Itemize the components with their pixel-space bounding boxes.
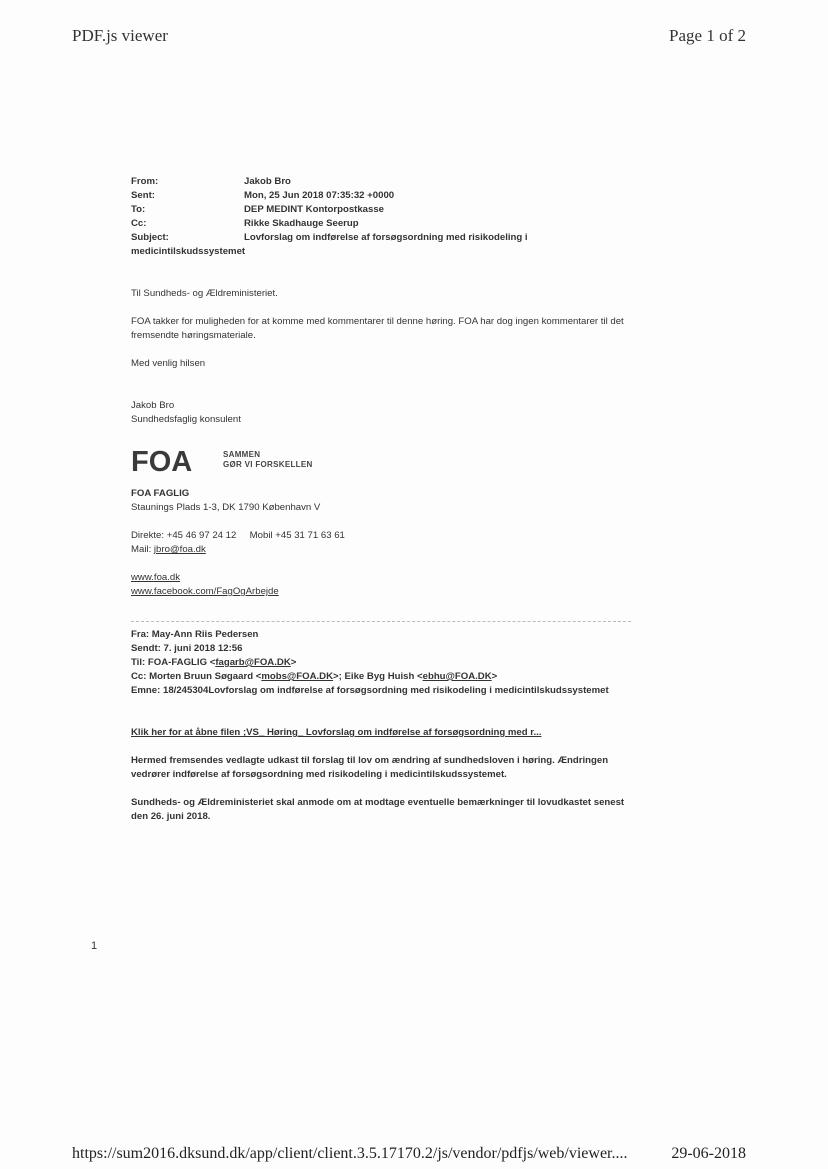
cc-label: Cc: — [131, 218, 147, 229]
closing: Med venlig hilsen — [131, 358, 206, 369]
page-indicator: Page 1 of 2 — [669, 26, 746, 45]
fwd-cc-email-2[interactable]: ebhu@FOA.DK — [422, 671, 492, 682]
logo-tagline — [223, 450, 313, 470]
sent-value: Mon, 25 Jun 2018 07:35:32 +0000 — [244, 190, 395, 201]
to-value: DEP MEDINT Kontorpostkasse — [244, 204, 385, 215]
fwd-cc: Cc: Morten Bruun Søgaard <mobs@FOA.DK>; Eike Byg Huish <ebhu@FOA.DK> — [131, 671, 498, 682]
fwd-body-2: Sundheds- og Ældreministeriet skal anmode om at modtage eventuelle bemærkninger til lovudkastet senest den 26. juni 2018. — [131, 797, 625, 822]
logo-tagline-line2: GØR VI FORSKELLEN — [223, 460, 313, 469]
cc-row — [131, 217, 631, 231]
from-label: From: — [131, 176, 159, 187]
sent-label: Sent: — [131, 190, 155, 201]
fwd-body-1: Hermed fremsendes vedlagte udkast til forslag til lov om ændring af sundhedsloven i høring. Ændringen vedrører indførelse af forsøgsordning med risikodeling i medicintilskudssystemet. — [131, 755, 609, 780]
open-file-link[interactable]: Klik her for at åbne filen ;VS_ Høring_ Lovforslag om indførelse af forsøgsordning med r... — [131, 727, 542, 738]
fwd-cc-email-1[interactable]: mobs@FOA.DK — [261, 671, 334, 682]
document-page — [131, 175, 631, 824]
subject-label: Subject: — [131, 232, 169, 243]
footer-date: 29-06-2018 — [671, 1145, 746, 1162]
subject-row — [131, 231, 631, 245]
greeting: Til Sundheds- og Ældreministeriet. — [131, 288, 278, 299]
mail-label: Mail: — [131, 544, 154, 555]
web-link-foa[interactable]: www.foa.dk — [131, 572, 181, 583]
signature-name: Jakob Bro — [131, 400, 175, 411]
signature-title: Sundhedsfaglig konsulent — [131, 414, 241, 425]
foa-logo-text: FOA — [131, 447, 193, 473]
email-body: FOA takker for muligheden for at komme med kommentarer til denne høring. FOA har dog ingen kommentarer til det fremsendte høringsmateriale. — [131, 316, 624, 341]
footer-url: https://sum2016.dksund.dk/app/client/client.3.5.17170.2/js/vendor/pdfjs/web/viewer.... — [72, 1145, 628, 1162]
sent-row — [131, 189, 631, 203]
cc-value: Rikke Skadhauge Seerup — [244, 218, 359, 229]
fwd-from: Fra: May-Ann Riis Pedersen — [131, 629, 259, 640]
org-name: FOA FAGLIG — [131, 488, 190, 499]
to-row — [131, 203, 631, 217]
subject-continuation: medicintilskudssystemet — [131, 246, 246, 257]
fwd-to-email[interactable]: fagarb@FOA.DK — [215, 657, 291, 668]
page-number: 1 — [91, 940, 98, 952]
to-label: To: — [131, 204, 146, 215]
viewer-title: PDF.js viewer — [72, 26, 168, 45]
web-link-facebook[interactable]: www.facebook.com/FagOgArbejde — [131, 586, 279, 597]
fwd-sent: Sendt: 7. juni 2018 12:56 — [131, 643, 243, 654]
foa-logo-mark — [131, 447, 211, 473]
from-row — [131, 175, 631, 189]
foa-logo — [131, 447, 631, 473]
subject-value: Lovforslag om indførelse af forsøgsordning med risikodeling i — [244, 232, 528, 243]
logo-tagline-line1: SAMMEN — [223, 450, 261, 459]
from-value: Jakob Bro — [244, 176, 291, 187]
fwd-subject: Emne: 18/245304Lovforslag om indførelse af forsøgsordning med risikodeling i medicintilskudssystemet — [131, 685, 609, 696]
mail-link[interactable]: jbro@foa.dk — [153, 544, 206, 555]
phone-numbers: Direkte: +45 46 97 24 12 Mobil +45 31 71 63 61 — [131, 530, 345, 541]
fwd-to: Til: FOA-FAGLIG <fagarb@FOA.DK> — [131, 657, 297, 668]
divider — [131, 621, 631, 622]
mail-line — [131, 543, 631, 557]
org-address: Staunings Plads 1-3, DK 1790 København V — [131, 502, 321, 513]
